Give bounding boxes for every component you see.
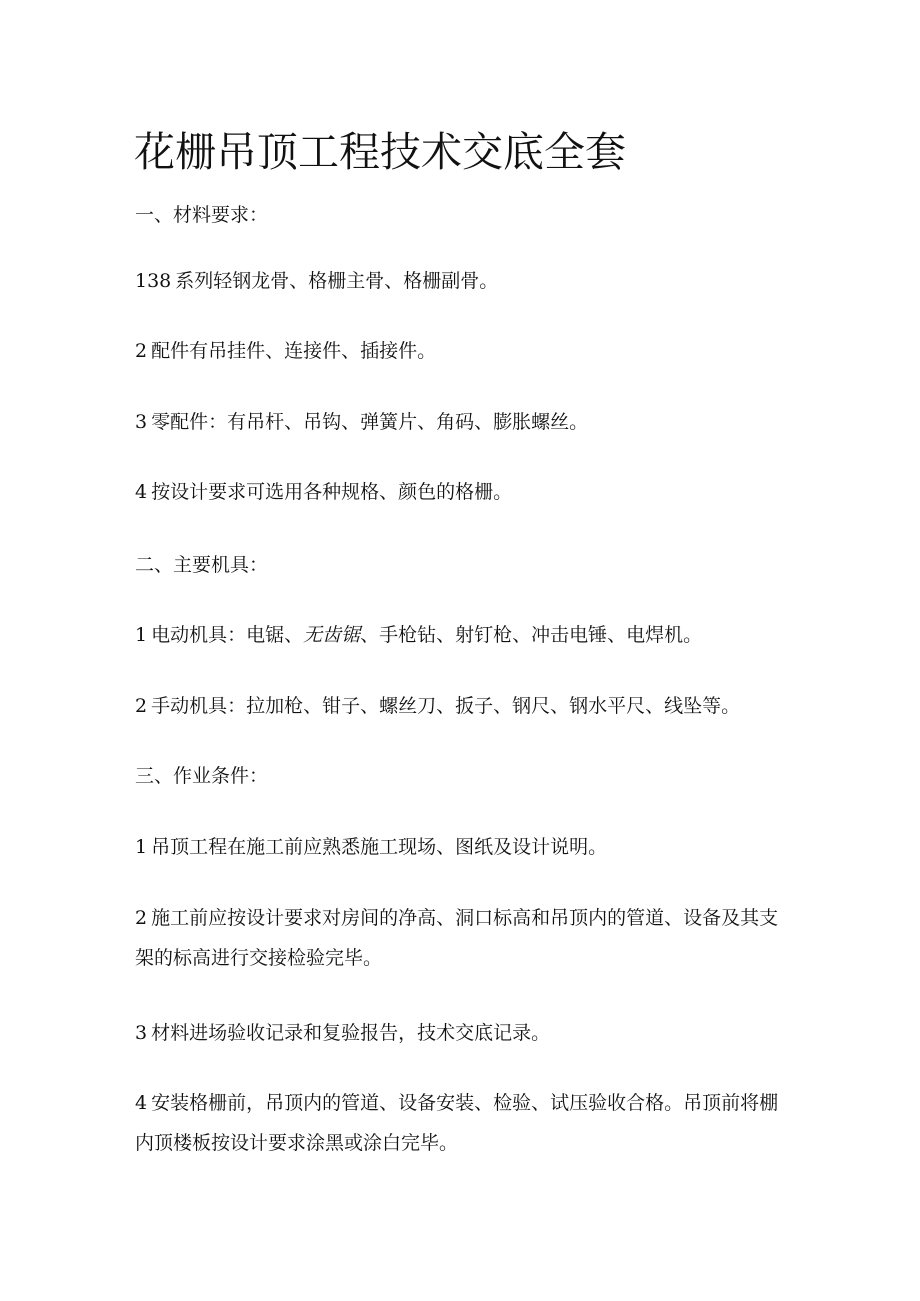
section-heading-tools: 二、主要机具： xyxy=(135,554,269,576)
item-text: 安装格栅前，吊顶内的管道、设备安装、检验、试压验收合格。吊顶前将棚内顶楼板按设计要求涂黑或涂白完毕。 xyxy=(135,1092,779,1154)
item-number: 3 xyxy=(135,1022,148,1044)
item-text: 配件有吊挂件、连接件、插接件。 xyxy=(151,340,437,362)
list-item xyxy=(135,1083,785,1163)
section-heading-materials: 一、材料要求： xyxy=(135,204,269,226)
item-number: 4 xyxy=(135,481,148,503)
item-number: 2 xyxy=(135,340,148,362)
item-number: 138 xyxy=(135,270,172,292)
item-text: 施工前应按设计要求对房间的净高、洞口标高和吊顶内的管道、设备及其支架的标高进行交接检验完毕。 xyxy=(135,907,779,969)
list-item xyxy=(135,898,785,978)
item-number: 1 xyxy=(135,836,148,858)
item-text: 系列轻钢龙骨、格栅主骨、格栅副骨。 xyxy=(175,270,499,292)
list-item xyxy=(135,474,512,510)
item-text: 电动机具：电锯、 xyxy=(151,624,304,646)
item-number: 4 xyxy=(135,1092,148,1114)
item-text: 零配件：有吊杆、吊钩、弹簧片、角码、膨胀螺丝。 xyxy=(151,411,589,433)
item-number: 2 xyxy=(135,695,148,717)
list-item xyxy=(135,333,436,369)
item-number: 2 xyxy=(135,907,148,929)
list-item xyxy=(135,1015,550,1051)
item-number: 1 xyxy=(135,624,148,646)
item-text-italic: 无齿锯 xyxy=(303,624,361,646)
list-item xyxy=(135,617,702,653)
list-item xyxy=(135,829,607,865)
item-number: 3 xyxy=(135,411,148,433)
item-text: 材料进场验收记录和复验报告，技术交底记录。 xyxy=(151,1022,551,1044)
item-text: 吊顶工程在施工前应熟悉施工现场、图纸及设计说明。 xyxy=(151,836,608,858)
item-text: 、手枪钻、射钉枪、冲击电锤、电焊机。 xyxy=(360,624,703,646)
list-item xyxy=(135,688,740,724)
document-title: 花栅吊顶工程技术交底全套 xyxy=(134,128,626,176)
section-heading-conditions: 三、作业条件： xyxy=(135,765,269,787)
list-item xyxy=(135,404,588,440)
list-item xyxy=(135,263,498,299)
item-text: 按设计要求可选用各种规格、颜色的格栅。 xyxy=(151,481,513,503)
item-text: 手动机具：拉加枪、钳子、螺丝刀、扳子、钢尺、钢水平尺、线坠等。 xyxy=(151,695,741,717)
